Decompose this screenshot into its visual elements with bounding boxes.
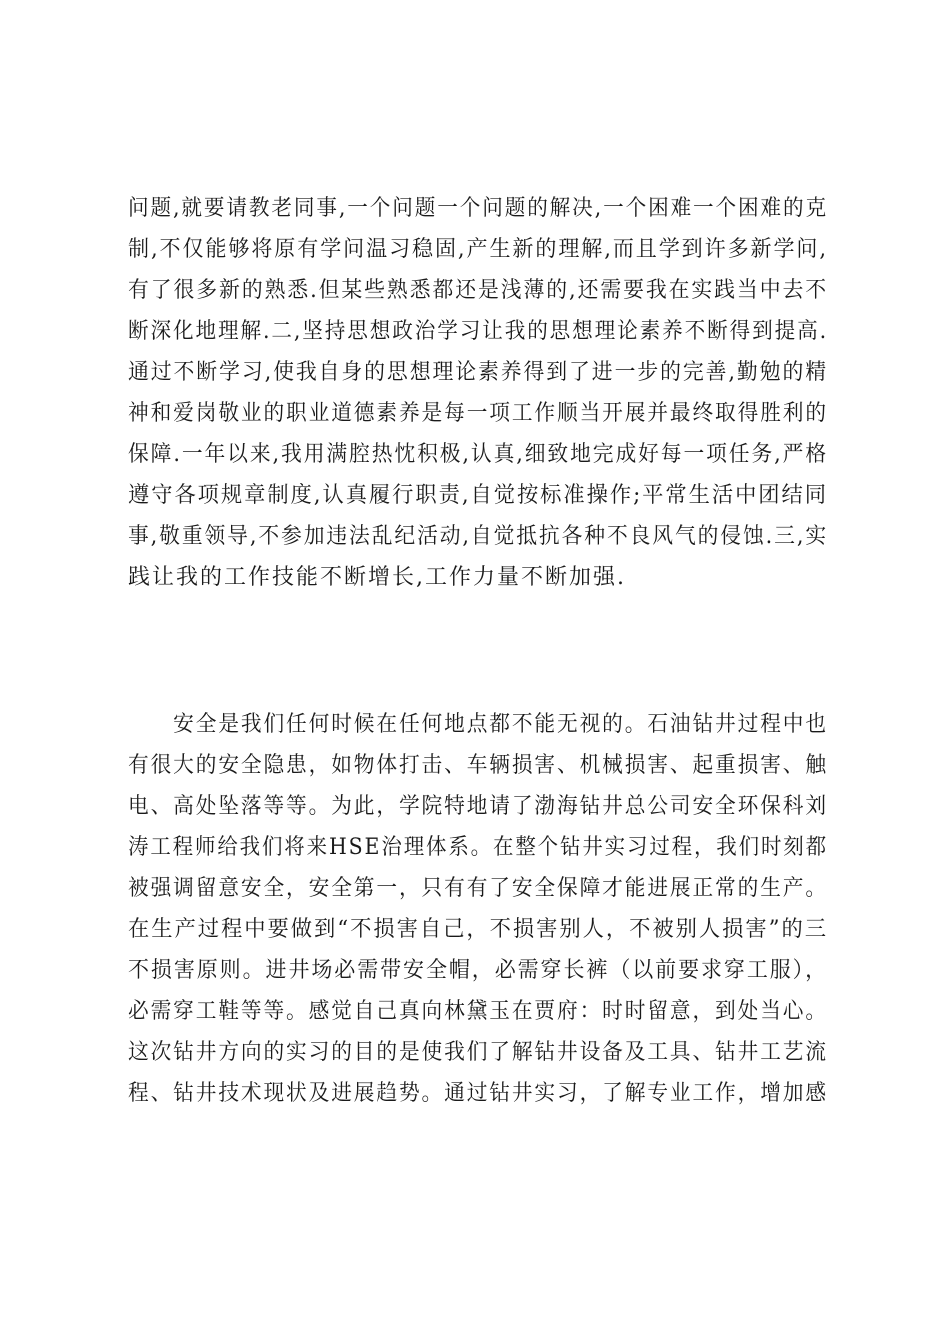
paragraph-safety xyxy=(128,704,828,1114)
line-text: 遵守各项规章制度,认真履行职责,自觉按标准操作;平常生活中团结同 xyxy=(128,483,828,508)
line-text: 电、高处坠落等等。为此，学院特地请了渤海钻井总公司安全环保科刘 xyxy=(128,794,828,819)
line-text: 在生产过程中要做到“不损害自己，不损害别人，不被别人损害”的三 xyxy=(128,917,829,942)
text-line xyxy=(128,1032,828,1073)
line-text: 必需穿工鞋等等。感觉自己真向林黛玉在贾府：时时留意，到处当心。 xyxy=(128,999,828,1024)
line-text: 问题,就要请教老同事,一个问题一个问题的解决,一个困难一个困难的克 xyxy=(128,196,828,221)
line-text: 神和爱岗敬业的职业道德素养是每一项工作顺当开展并最终取得胜利的 xyxy=(128,401,828,426)
text-line xyxy=(128,557,828,598)
line-text: 不损害原则。进井场必需带安全帽，必需穿长裤（以前要求穿工服）， xyxy=(128,958,829,983)
text-line xyxy=(128,868,828,909)
line-text: 程、钻井技术现状及进展趋势。通过钻井实习，了解专业工作，增加感 xyxy=(128,1081,828,1106)
text-line xyxy=(128,827,828,868)
paragraph-work-summary xyxy=(128,188,828,598)
line-text: 安全是我们任何时候在任何地点都不能无视的。石油钻井过程中也 xyxy=(128,712,828,737)
text-line xyxy=(128,229,828,270)
text-line xyxy=(128,909,828,950)
text-line xyxy=(128,950,828,991)
line-text: 有很大的安全隐患，如物体打击、车辆损害、机械损害、起重损害、触 xyxy=(128,753,828,778)
line-text: 践让我的工作技能不断增长,工作力量不断加强. xyxy=(128,565,626,590)
line-text: 这次钻井方向的实习的目的是使我们了解钻井设备及工具、钻井工艺流 xyxy=(128,1040,828,1065)
line-text: 制,不仅能够将原有学问温习稳固,产生新的理解,而且学到许多新学问, xyxy=(128,237,828,262)
text-line xyxy=(128,393,828,434)
text-line xyxy=(128,188,828,229)
text-line xyxy=(128,475,828,516)
text-line xyxy=(128,270,828,311)
line-text: 断深化地理解.二,坚持思想政治学习让我的思想理论素养不断得到提高. xyxy=(128,319,828,344)
text-line xyxy=(128,311,828,352)
line-text: 涛工程师给我们将来HSE治理体系。在整个钻井实习过程，我们时刻都 xyxy=(128,835,828,860)
text-line xyxy=(128,786,828,827)
line-text: 通过不断学习,使我自身的思想理论素养得到了进一步的完善,勤勉的精 xyxy=(128,360,828,385)
line-text: 有了很多新的熟悉.但某些熟悉都还是浅薄的,还需要我在实践当中去不 xyxy=(128,278,828,303)
text-line xyxy=(128,352,828,393)
text-line xyxy=(128,434,828,475)
text-line xyxy=(128,991,828,1032)
line-text: 被强调留意安全，安全第一，只有有了安全保障才能进展正常的生产。 xyxy=(128,876,828,901)
text-line xyxy=(128,1073,828,1114)
text-line xyxy=(128,745,828,786)
text-line xyxy=(128,704,828,745)
line-text: 保障.一年以来,我用满腔热忱积极,认真,细致地完成好每一项任务,严格 xyxy=(128,442,828,467)
text-line xyxy=(128,516,828,557)
line-text: 事,敬重领导,不参加违法乱纪活动,自觉抵抗各种不良风气的侵蚀.三,实 xyxy=(128,524,828,549)
